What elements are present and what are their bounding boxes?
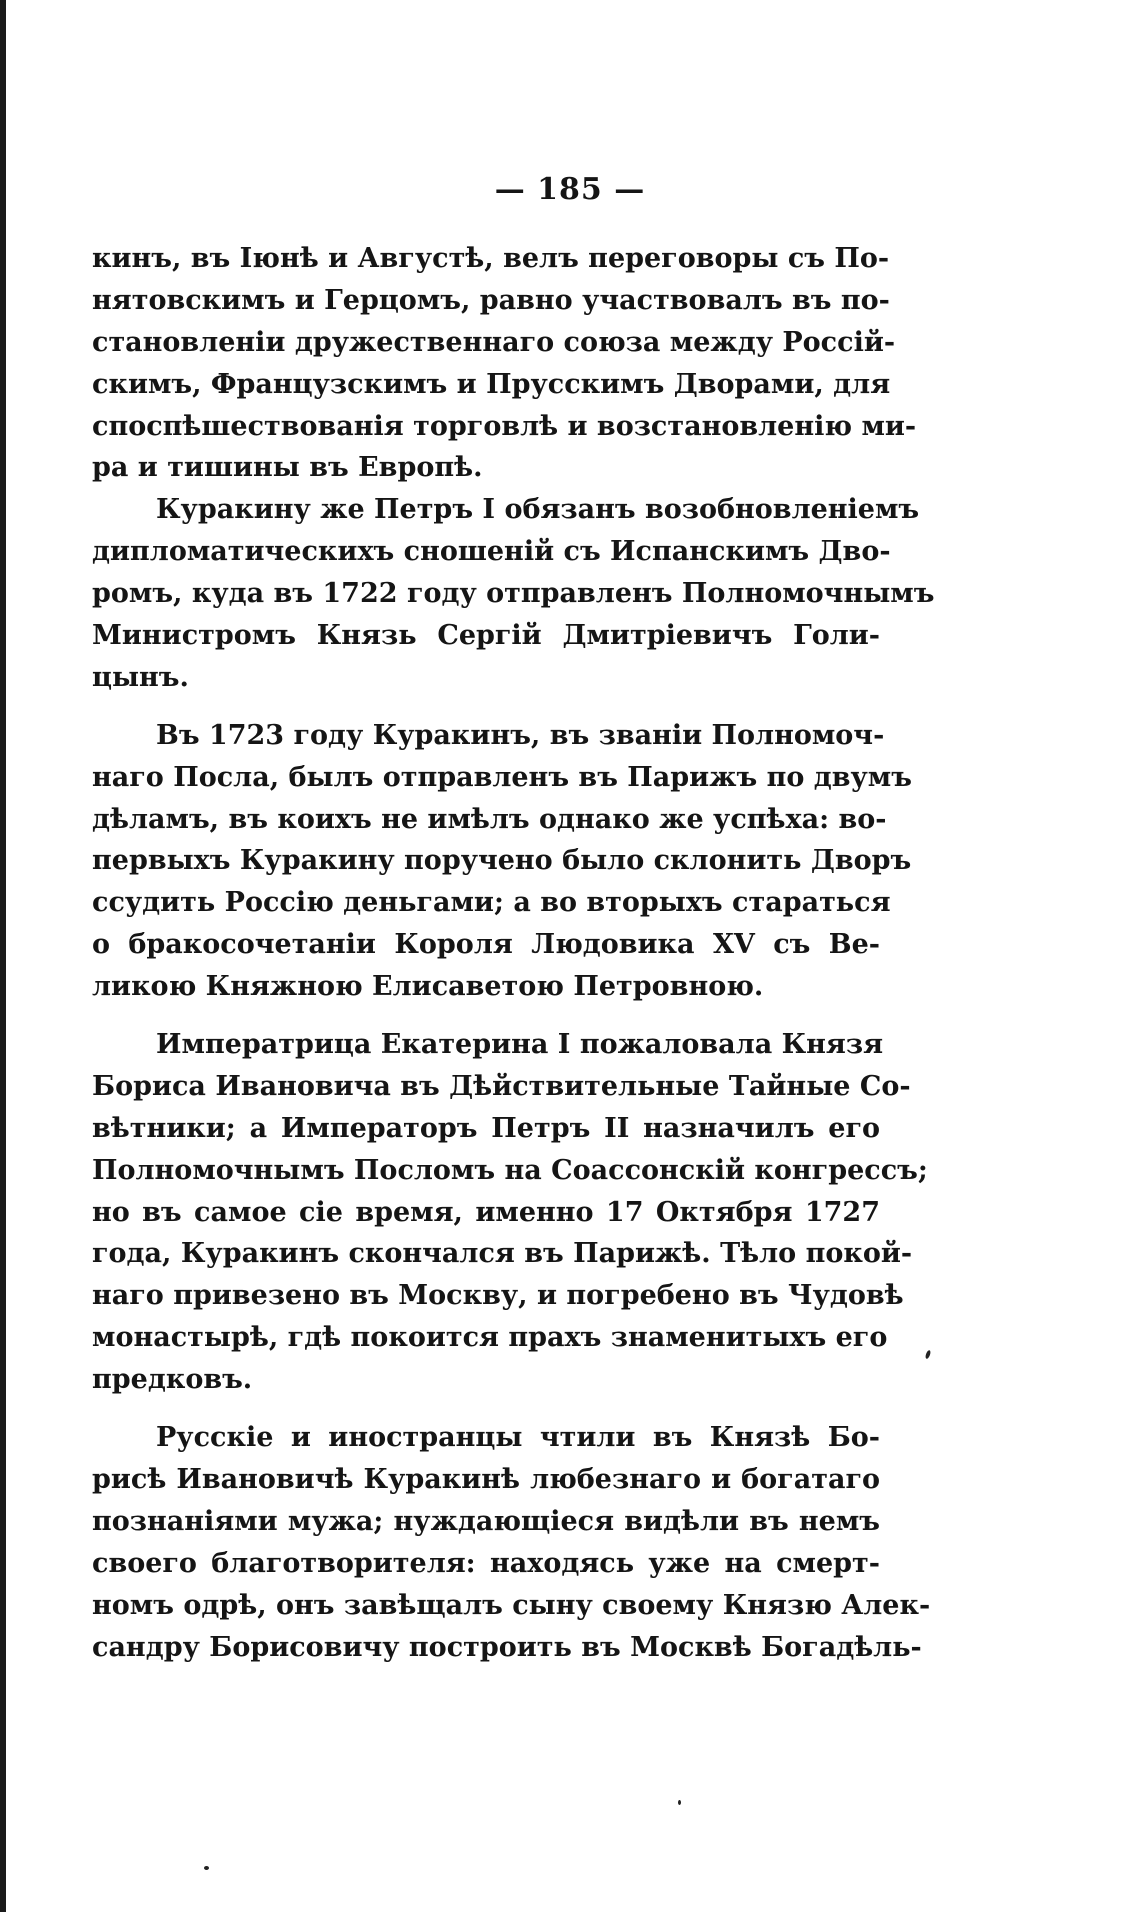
text-line: рисѣ Ивановичѣ Куракинѣ любезнаго и богатаго — [92, 1463, 880, 1495]
text-line: ликою Княжною Елисаветою Петровною. — [92, 971, 764, 1003]
text-line: ромъ, куда въ 1722 году отправленъ Полномочнымъ — [92, 578, 935, 610]
text-line: споспѣшествованія торговлѣ и возстановленію ми- — [92, 410, 917, 442]
paragraph-3 — [92, 715, 912, 1008]
paragraph-4 — [92, 1024, 928, 1401]
text-line: Русскіе и иностранцы чтили въ Князѣ Бо- — [156, 1422, 880, 1454]
paragraph-2 — [92, 489, 935, 698]
paragraph-1 — [92, 238, 917, 489]
page-number: — 185 — — [494, 172, 646, 207]
text-line: но въ самое сіе время, именно 17 Октября 1727 — [92, 1196, 880, 1228]
text-line: Императрица Екатерина I пожаловала Князя — [156, 1029, 884, 1061]
text-line: познаніями мужа; нуждающіеся видѣли въ немъ — [92, 1505, 880, 1537]
text-line: первыхъ Куракину поручено было склонить Дворъ — [92, 845, 912, 877]
text-line: ра и тишины въ Европѣ. — [92, 452, 483, 484]
scan-speck — [678, 1800, 681, 1805]
text-line: номъ одрѣ, онъ завѣщалъ сыну своему Князю Алек- — [92, 1589, 931, 1621]
text-line: ссудить Россію деньгами; а во вторыхъ стараться — [92, 887, 891, 919]
text-line: Куракину же Петръ I обязанъ возобновленіемъ — [156, 494, 920, 526]
text-line: нятовскимъ и Герцомъ, равно участвовалъ въ по- — [92, 284, 890, 316]
scan-speck — [204, 1866, 209, 1870]
text-line: дипломатическихъ сношеній съ Испанскимъ Дво- — [92, 536, 891, 568]
text-line: наго привезено въ Москву, и погребено въ Чудовѣ — [92, 1280, 904, 1312]
text-line: монастырѣ, гдѣ покоится прахъ знаменитыхъ его — [92, 1322, 888, 1354]
text-line: дѣламъ, въ коихъ не имѣлъ однако же успѣха: во- — [92, 803, 887, 835]
text-line: своего благотворителя: находясь уже на смерт- — [92, 1547, 880, 1579]
text-line: года, Куракинъ скончался въ Парижѣ. Тѣло покой- — [92, 1238, 913, 1270]
text-line: Бориса Ивановича въ Дѣйствительные Тайные Со- — [92, 1070, 911, 1102]
text-line: цынъ. — [92, 661, 189, 693]
text-line: предковъ. — [92, 1364, 253, 1396]
text-line: Министромъ Князь Сергій Дмитріевичъ Голи- — [92, 620, 880, 652]
text-line: Въ 1723 году Куракинъ, въ званіи Полномоч- — [156, 719, 885, 751]
text-line: вѣтники; а Императоръ Петръ II назначилъ его — [92, 1112, 880, 1144]
text-line: сандру Борисовичу построить въ Москвѣ Богадѣль- — [92, 1631, 922, 1663]
text-line: кинъ, въ Іюнѣ и Августѣ, велъ переговоры съ По- — [92, 243, 890, 274]
text-line: скимъ, Французскимъ и Прусскимъ Дворами, для — [92, 368, 891, 400]
scan-edge — [0, 0, 6, 1912]
text-line: наго Посла, былъ отправленъ въ Парижъ по двумъ — [92, 761, 912, 793]
text-line: Полномочнымъ Посломъ на Соассонскій конгрессъ; — [92, 1154, 928, 1186]
paragraph-5 — [92, 1417, 931, 1668]
text-line: становленіи дружественнаго союза между Россій- — [92, 326, 896, 358]
scan-speck — [925, 1350, 932, 1360]
page-text — [92, 238, 935, 1668]
text-line: о бракосочетаніи Короля Людовика XV съ Ве- — [92, 929, 880, 961]
